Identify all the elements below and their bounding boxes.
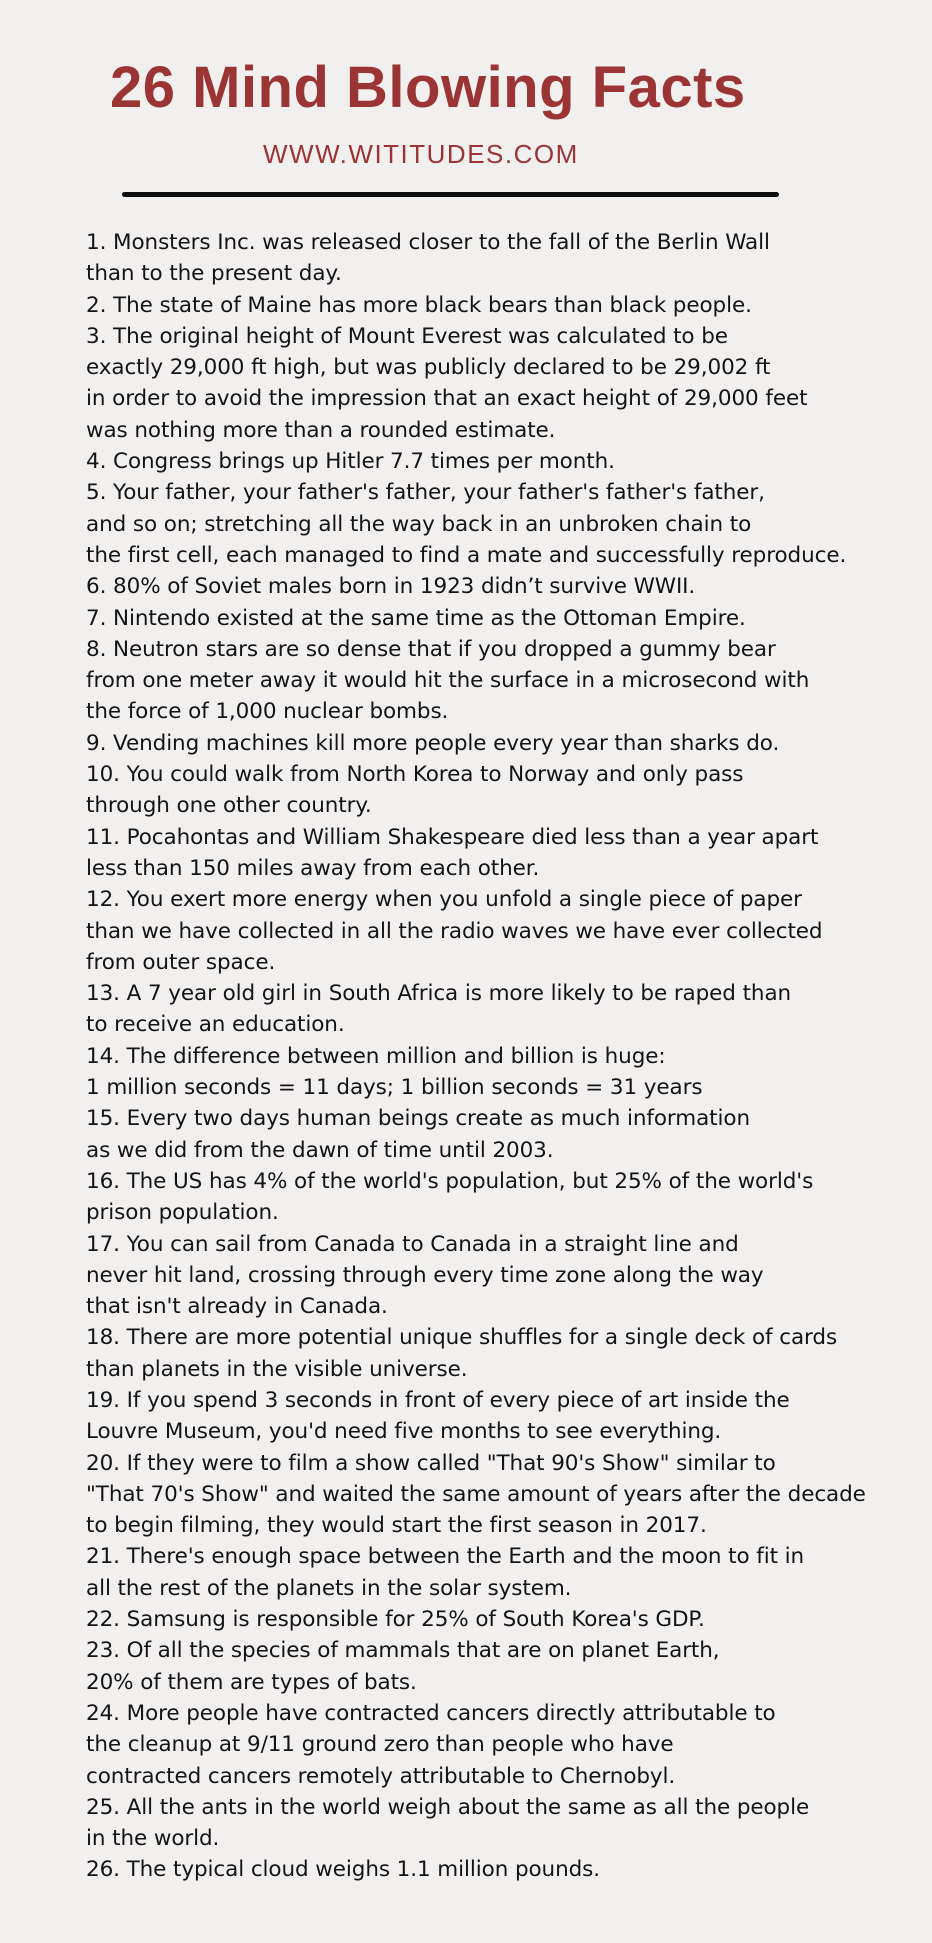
fact-item-1: 1. Monsters Inc. was released closer to the fall of the Berlin Wall than to the present day. <box>86 230 770 287</box>
fact-item-22: 22. Samsung is responsible for 25% of South Korea's GDP. <box>86 1607 705 1633</box>
page-title: 26 Mind Blowing Facts <box>110 55 746 120</box>
fact-item-11: 11. Pocahontas and William Shakespeare died less than a year apart less than 150 miles away from each other. <box>86 824 819 881</box>
fact-item-20: 20. If they were to film a show called "That 90's Show" similar to "That 70's Show" and waited the same amount of years after the decade to begin filming, they would start the first season in 2017. <box>86 1450 866 1539</box>
title-divider <box>122 192 779 197</box>
fact-item-15: 15. Every two days human beings create as much information as we did from the dawn of time until 2003. <box>86 1106 750 1163</box>
fact-item-12: 12. You exert more energy when you unfold a single piece of paper than we have collected in all the radio waves we have ever collected from outer space. <box>86 887 823 975</box>
fact-item-17: 17. You can sail from Canada to Canada in a straight line and never hit land, crossing through every time zone along the way that isn't already in Canada. <box>86 1231 764 1320</box>
fact-item-4: 4. Congress brings up Hitler 7.7 times per month. <box>86 449 615 475</box>
fact-item-13: 13. A 7 year old girl in South Africa is more likely to be raped than to receive an education. <box>86 981 792 1038</box>
website-url: WWW.WITITUDES.COM <box>263 139 579 169</box>
fact-item-9: 9. Vending machines kill more people every year than sharks do. <box>86 730 780 756</box>
fact-item-14: 14. The difference between million and billion is huge: 1 million seconds = 11 days; 1 billion seconds = 31 years <box>86 1043 703 1101</box>
fact-item-23: 23. Of all the species of mammals that are on planet Earth, 20% of them are types of bats. <box>86 1638 720 1695</box>
fact-item-7: 7. Nintendo existed at the same time as the Ottoman Empire. <box>86 605 746 631</box>
fact-item-26: 26. The typical cloud weighs 1.1 million pounds. <box>86 1857 600 1883</box>
fact-item-3: 3. The original height of Mount Everest was calculated to be exactly 29,000 ft high, but was publicly declared to be 29,002 ft in order to avoid the impression that an exact height of 29,000 feet was nothing more than a rounded estimate. <box>86 323 808 443</box>
header <box>0 0 932 210</box>
fact-item-8: 8. Neutron stars are so dense that if you dropped a gummy bear from one meter away it would hit the surface in a microsecond with the force of 1,000 nuclear bombs. <box>86 636 810 725</box>
fact-item-2: 2. The state of Maine has more black bears than black people. <box>86 292 752 318</box>
fact-item-5: 5. Your father, your father's father, your father's father's father, and so on; stretching all the way back in an unbroken chain to the first cell, each managed to find a mate and successfully reproduce. <box>86 480 847 568</box>
fact-item-21: 21. There's enough space between the Earth and the moon to fit in all the rest of the planets in the solar system. <box>86 1544 805 1601</box>
fact-item-16: 16. The US has 4% of the world's population, but 25% of the world's prison population. <box>86 1168 814 1226</box>
fact-item-6: 6. 80% of Soviet males born in 1923 didn’t survive WWII. <box>86 574 696 600</box>
fact-item-19: 19. If you spend 3 seconds in front of every piece of art inside the Louvre Museum, you'd need five months to see everything. <box>86 1387 790 1445</box>
facts-list <box>86 227 926 1886</box>
fact-item-24: 24. More people have contracted cancers directly attributable to the cleanup at 9/11 ground zero than people who have contracted cancers remotely attributable to Chernobyl. <box>86 1700 776 1789</box>
fact-item-25: 25. All the ants in the world weigh about the same as all the people in the world. <box>86 1794 810 1852</box>
fact-item-18: 18. There are more potential unique shuffles for a single deck of cards than planets in the visible universe. <box>86 1325 838 1382</box>
fact-item-10: 10. You could walk from North Korea to Norway and only pass through one other country. <box>86 762 744 819</box>
